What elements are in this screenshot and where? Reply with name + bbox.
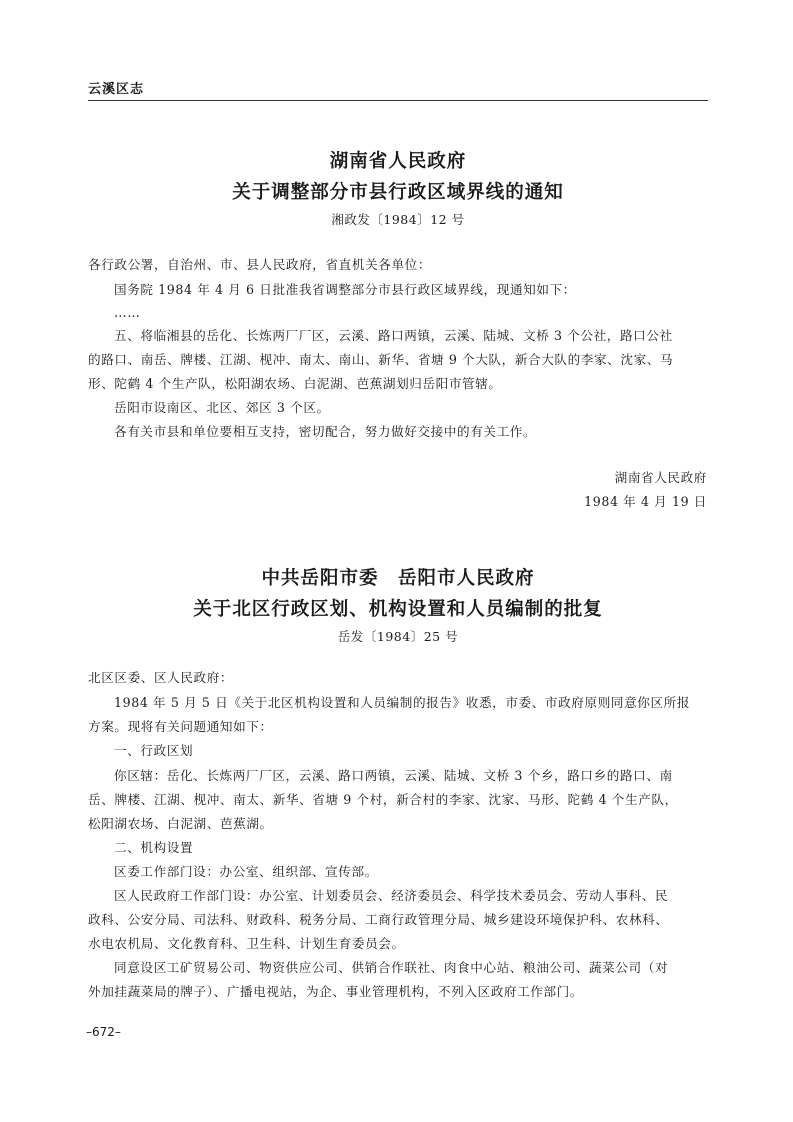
doc2-section2-para2-line2: 政科、公安分局、司法科、财政科、税务分局、工商行政管理分局、城乡建设环境保护科、农林科、 — [88, 912, 669, 927]
doc1-ellipsis: …… — [114, 305, 141, 320]
doc1-date: 1984 年 4 月 19 日 — [584, 494, 707, 509]
doc1-salutation: 各行政公署，自治州、市、县人民政府，省直机关各单位： — [88, 257, 432, 272]
doc2-para1-line2: 方案。现将有关问题通知如下： — [88, 719, 273, 734]
doc1-para1: 国务院 1984 年 4 月 6 日批准我省调整部分市县行政区域界线，现通知如下： — [114, 282, 576, 297]
doc2-doc-number: 岳发〔1984〕25 号 — [337, 629, 459, 644]
doc2-section1-line3: 松阳湖农场、白泥湖、芭蕉湖。 — [88, 816, 273, 831]
doc2-title-line2: 关于北区行政区划、机构设置和人员编制的批复 — [193, 599, 603, 620]
doc2-section1-line2: 岳、牌楼、江湖、枧冲、南太、新华、省塘 9 个村，新合村的李家、沈家、马形、陀鹤 4 个生产队， — [88, 792, 678, 807]
doc2-section2-para1: 区委工作部门设：办公室、组织部、宣传部。 — [114, 864, 378, 879]
header-divider — [88, 100, 708, 101]
doc2-section2-para3-line1: 同意设区工矿贸易公司、物资供应公司、供销合作联社、肉食中心站、粮油公司、蔬菜公司（对 — [114, 960, 669, 975]
doc2-section2-para3-line2: 外加挂蔬菜局的牌子）、广播电视站，为企、事业管理机构，不列入区政府工作部门。 — [88, 984, 584, 999]
doc1-title-line1: 湖南省人民政府 — [329, 151, 467, 172]
doc1-signer: 湖南省人民政府 — [614, 470, 707, 485]
doc1-doc-number: 湘政发〔1984〕12 号 — [331, 212, 465, 227]
doc2-section1-heading: 一、行政区划 — [114, 743, 194, 758]
doc2-para1-line1: 1984 年 5 月 5 日《关于北区机构设置和人员编制的报告》收悉，市委、市政府原则同意你区所报 — [114, 695, 691, 710]
doc1-para3: 岳阳市设南区、北区、郊区 3 个区。 — [114, 400, 330, 415]
doc2-section1-line1: 你区辖：岳化、长炼两厂厂区，云溪、路口两镇，云溪、陆城、文桥 3 个乡，路口乡的路口、南 — [114, 768, 673, 783]
doc2-section2-para2-line1: 区人民政府工作部门设：办公室、计划委员会、经济委员会、科学技术委员会、劳动人事科、民 — [114, 888, 669, 903]
doc2-section2-para2-line3: 水电农机局、文化教育科、卫生科、计划生育委员会。 — [88, 936, 405, 951]
doc1-para4: 各有关市县和单位要相互支持，密切配合，努力做好交接中的有关工作。 — [114, 424, 537, 439]
doc2-title-line1: 中共岳阳市委 岳阳市人民政府 — [261, 568, 535, 589]
doc1-title-line2: 关于调整部分市县行政区域界线的通知 — [232, 182, 564, 203]
book-title: 云溪区志 — [88, 82, 145, 97]
doc1-para2-line3: 形、陀鹤 4 个生产队，松阳湖农场、白泥湖、芭蕉湖划归岳阳市管辖。 — [88, 376, 502, 391]
doc1-para2-line1: 五、将临湘县的岳化、长炼两厂厂区，云溪、路口两镇，云溪、陆城、文桥 3 个公社，路口公社 — [114, 328, 673, 343]
doc1-para2-line2: 的路口、南岳、牌楼、江湖、枧冲、南太、南山、新华、省塘 9 个大队，新合大队的李家、沈家、马 — [88, 352, 674, 367]
doc2-salutation: 北区区委、区人民政府： — [88, 670, 234, 685]
doc2-section2-heading: 二、机构设置 — [114, 840, 194, 855]
page-number: –672– — [86, 1025, 121, 1039]
